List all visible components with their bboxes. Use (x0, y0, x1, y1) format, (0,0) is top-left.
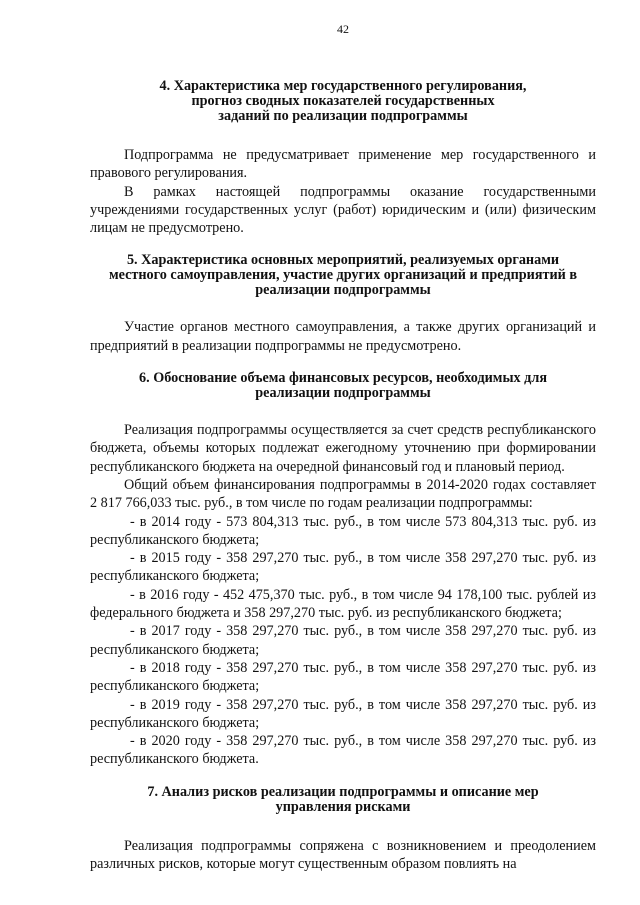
funding-year-item: - в 2020 году - 358 297,270 тыс. руб., в том числе 358 297,270 тыс. руб. из республиканского бюджета. (90, 733, 596, 768)
section-7-title (90, 785, 596, 815)
section-5-title-line: местного самоуправления, участие других организаций и предприятий в (108, 267, 578, 284)
section-7-title-line: управления рисками (275, 798, 411, 815)
section-4-title-line: заданий по реализации подпрограммы (218, 108, 468, 124)
section-5-title-line: 5. Характеристика основных мероприятий, реализуемых органами (126, 252, 560, 269)
section-5-title-line: реализации подпрограммы (255, 282, 431, 299)
funding-year-item: - в 2016 году - 452 475,370 тыс. руб., в том числе 94 178,100 тыс. рублей из федерального бюджета и 358 297,270 тыс. руб. из республиканского бюджета; (90, 586, 596, 622)
section-4-paragraph: Подпрограмма не предусматривает применение мер государственного и правового регулирования. (90, 147, 596, 182)
section-6 (90, 371, 596, 769)
section-7-title-line: 7. Анализ рисков реализации подпрограммы и описание мер (147, 783, 539, 800)
section-4-paragraph: В рамках настоящей подпрограммы оказание государственными учреждениями государственных услуг (работ) юридическим и (или) физическим лицам не предусмотрено. (90, 183, 596, 237)
section-5-title (90, 253, 596, 298)
section-7 (90, 785, 596, 874)
section-5-paragraph: Участие органов местного самоуправления, а также других организаций и предприятий в реализации подпрограммы не предусмотрено. (90, 319, 596, 354)
section-6-paragraph: Реализация подпрограммы осуществляется за счет средств республиканского бюджета, объемы которых подлежат ежегодному уточнению при формировании республиканского бюджета на очередной финансовый год и плановый период. (90, 422, 596, 475)
funding-by-year-list (90, 513, 596, 769)
funding-year-item: - в 2014 году - 573 804,313 тыс. руб., в том числе 573 804,313 тыс. руб. из республиканского бюджета; (90, 513, 596, 548)
section-6-title-line: 6. Обоснование объема финансовых ресурсов, необходимых для (139, 370, 547, 387)
funding-year-item: - в 2019 году - 358 297,270 тыс. руб., в том числе 358 297,270 тыс. руб. из республиканского бюджета; (90, 696, 596, 731)
section-6-paragraph: Общий объем финансирования подпрограммы в 2014-2020 годах составляет 2 817 766,033 тыс. руб., в том числе по годам реализации подпрограммы: (90, 476, 596, 512)
funding-year-item: - в 2017 году - 358 297,270 тыс. руб., в том числе 358 297,270 тыс. руб. из республиканского бюджета; (90, 623, 596, 658)
page-number: 42 (337, 22, 349, 36)
section-4-title (90, 79, 596, 124)
section-4-title-line: 4. Характеристика мер государственного регулирования, (159, 78, 527, 94)
section-6-title-line: реализации подпрограммы (255, 385, 431, 402)
section-7-paragraph: Реализация подпрограммы сопряжена с возникновением и преодолением различных рисков, которые могут существенным образом повлиять на (90, 837, 596, 873)
section-5 (90, 253, 596, 355)
funding-year-item: - в 2018 году - 358 297,270 тыс. руб., в том числе 358 297,270 тыс. руб. из республиканского бюджета; (90, 659, 596, 695)
section-4 (90, 79, 596, 237)
funding-year-item: - в 2015 году - 358 297,270 тыс. руб., в том числе 358 297,270 тыс. руб. из республиканского бюджета; (90, 550, 596, 585)
section-6-title (90, 371, 596, 401)
section-4-title-line: прогноз сводных показателей государственных (191, 93, 495, 109)
